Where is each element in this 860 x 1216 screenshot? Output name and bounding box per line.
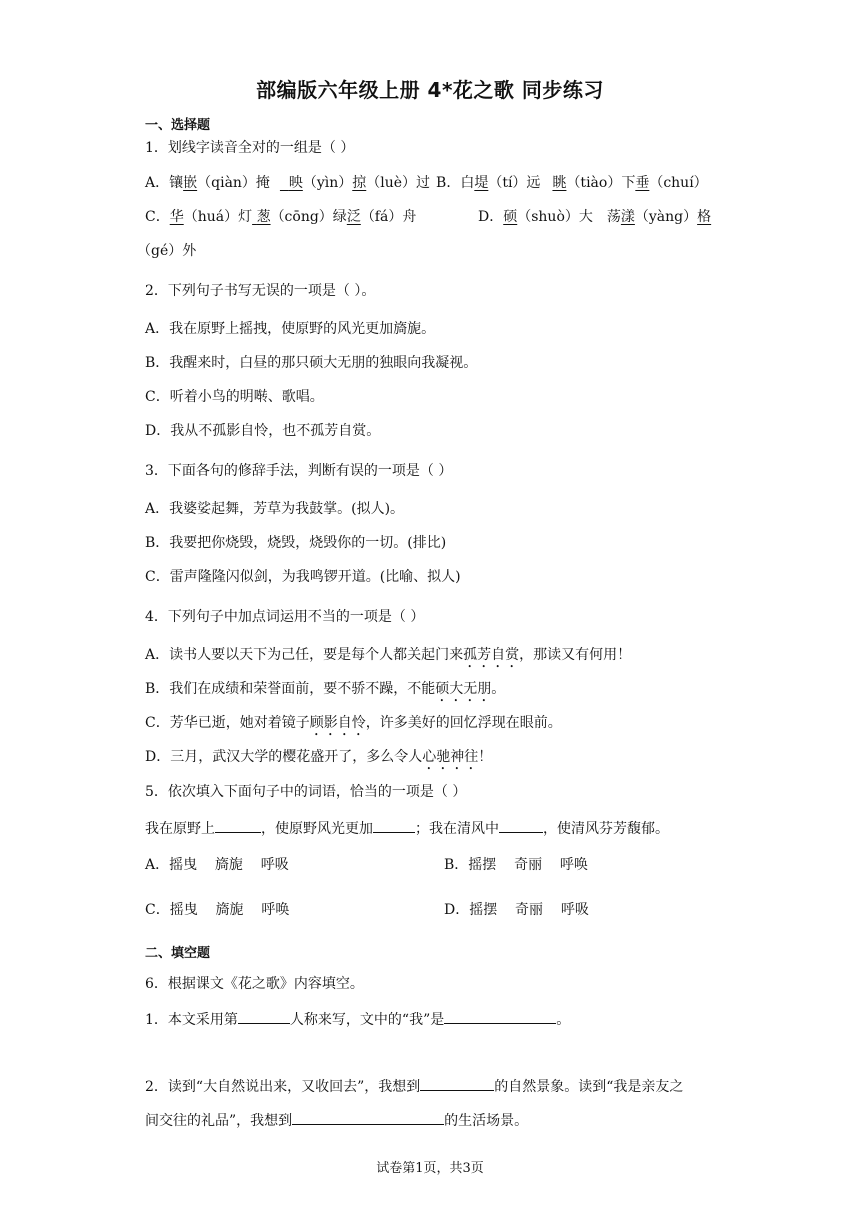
- question-1-options-ab: A．镶嵌（qiàn）掩 映（yìn）掠（luè）过 B．白堤（tí）远 眺（tiào）下垂（chuí）: [145, 175, 708, 191]
- question-4-stem: 4．下列句子中加点词运用不当的一项是（ ）: [145, 609, 425, 625]
- question-1-option-d: D．硕（shuò）大 荡漾（yàng）格: [478, 209, 712, 225]
- question-3-option-a: A．我婆娑起舞，芳草为我鼓掌。(拟人)。: [145, 501, 405, 517]
- page-footer: 试卷第1页，共3页: [376, 1161, 484, 1176]
- question-3-option-b: B．我要把你烧毁，烧毁，烧毁你的一切。(排比): [145, 535, 447, 551]
- question-5-option-b: B．摇摆 奇丽 呼唤: [444, 857, 588, 873]
- fill-blank[interactable]: [292, 1109, 444, 1125]
- question-4-option-a: A．读书人要以天下为己任，要是每个人都关起门来孤芳自赏，那读又有何用！: [145, 647, 632, 663]
- section-heading-choice: 一、选择题: [145, 118, 211, 133]
- fill-blank[interactable]: [373, 817, 415, 833]
- fill-blank[interactable]: [420, 1075, 494, 1091]
- question-6-stem: 6．根据课文《花之歌》内容填空。: [145, 976, 364, 992]
- question-2-option-d: D．我从不孤影自怜，也不孤芳自赏。: [145, 423, 381, 439]
- fill-blank[interactable]: [444, 1008, 556, 1024]
- question-5-sentence: 我在原野上 ，使原野风光更加 ；我在清风中 ，使清风芬芳馥郁。: [145, 817, 669, 839]
- question-5-option-c: C．摇曳 旖旎 呼唤: [145, 902, 290, 918]
- question-2-option-a: A．我在原野上摇拽，使原野的风光更加旖旎。: [145, 321, 436, 337]
- question-3-option-c: C．雷声隆隆闪似剑，为我鸣锣开道。(比喻、拟人): [145, 569, 461, 585]
- question-5-option-a: A．摇曳 旖旎 呼吸: [145, 857, 289, 873]
- question-2-stem: 2．下列句子书写无误的一项是（ ）。: [145, 283, 376, 299]
- page-title: 部编版六年级上册 4*花之歌 同步练习: [256, 78, 604, 102]
- question-6-item-2-cont: 间交往的礼品”，我想到 的生活场景。: [145, 1109, 528, 1131]
- question-2-option-c: C．听着小鸟的明啭、歌唱。: [145, 389, 324, 405]
- question-4-option-b: B．我们在成绩和荣誉面前，要不骄不躁，不能硕大无朋。: [145, 681, 506, 697]
- question-1-stem: 1．划线字读音全对的一组是（ ）: [145, 140, 355, 156]
- question-4-option-d: D．三月，武汉大学的樱花盛开了，多么令人心驰神往！: [145, 749, 493, 765]
- fill-blank[interactable]: [499, 817, 543, 833]
- question-6-item-1: 1．本文采用第 人称来写，文中的“我”是 。: [145, 1008, 570, 1030]
- fill-blank[interactable]: [238, 1008, 290, 1024]
- question-4-option-c: C．芳华已逝，她对着镜子顾影自怜，许多美好的回忆浮现在眼前。: [145, 715, 562, 731]
- question-5-option-d: D．摇摆 奇丽 呼吸: [444, 902, 589, 918]
- question-3-stem: 3．下面各句的修辞手法，判断有误的一项是（ ）: [145, 463, 453, 479]
- section-heading-fill: 二、填空题: [145, 946, 211, 961]
- question-6-item-2: 2．读到“大自然说出来，又收回去”，我想到 的自然景象。读到“我是亲友之: [145, 1075, 683, 1097]
- question-5-stem: 5．依次填入下面句子中的词语，恰当的一项是（ ）: [145, 784, 467, 800]
- question-1-option-c: C．华（huá）灯 葱（cōng）绿泛（fá）舟: [145, 209, 417, 225]
- fill-blank[interactable]: [215, 817, 261, 833]
- question-2-option-b: B．我醒来时，白昼的那只硕大无朋的独眼向我凝视。: [145, 355, 478, 371]
- question-1-option-d-cont: （gé）外: [137, 243, 197, 259]
